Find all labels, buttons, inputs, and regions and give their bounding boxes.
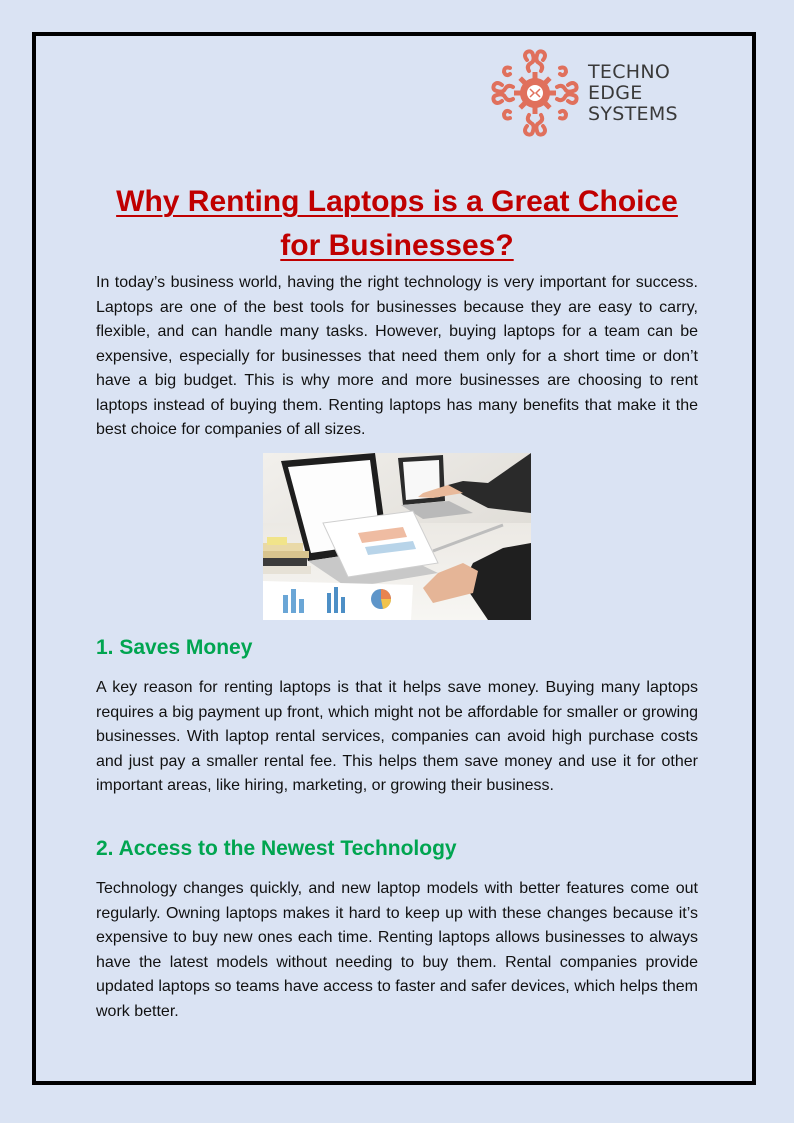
section-body-newest-technology: Technology changes quickly, and new laptop models with better features come out regularly. Owning laptops makes it hard to keep up with these changes because it’s expensive to buy new ones each time. Renting laptops allows businesses to always have the latest models without needing to buy them. Rental companies provide updated laptops so teams have access to faster and safer devices, which helps them work better. — [96, 880, 698, 1020]
title-line-1: Why Renting Laptops is a Great Choice — [116, 185, 678, 218]
section-heading-saves-money: 1. Saves Money — [96, 636, 253, 659]
logo-line-systems: SYSTEMS — [588, 103, 678, 125]
logo-line-edge: EDGE — [588, 82, 643, 104]
section-heading-newest-technology: 2. Access to the Newest Technology — [96, 837, 457, 860]
section-body-saves-money: A key reason for renting laptops is that it helps save money. Buying many laptops requires a big payment up front, which might not be affordable for smaller or growing businesses. With laptop rental services, companies can avoid high purchase costs and just pay a smaller rental fee. This helps them save money and use it for other important areas, like hiring, marketing, or growing their business. — [96, 679, 698, 794]
gear-emblem-icon — [490, 48, 580, 138]
logo-line-techno: TECHNO — [588, 61, 671, 83]
title-line-2: for Businesses? — [280, 229, 514, 262]
company-logo — [490, 48, 690, 140]
laptop-business-photo — [263, 453, 531, 620]
document-title — [96, 180, 698, 268]
company-name — [588, 62, 678, 125]
intro-paragraph: In today’s business world, having the right technology is very important for success. Laptops are one of the best tools for businesses because they are easy to carry, flexible, and can handle many tasks. However, buying laptops for a team can be expensive, especially for businesses that need them only for a short time or don’t have a big budget. This is why more and more businesses are choosing to rent laptops instead of buying them. Renting laptops has many benefits that make it the best choice for companies of all sizes. — [96, 274, 698, 438]
